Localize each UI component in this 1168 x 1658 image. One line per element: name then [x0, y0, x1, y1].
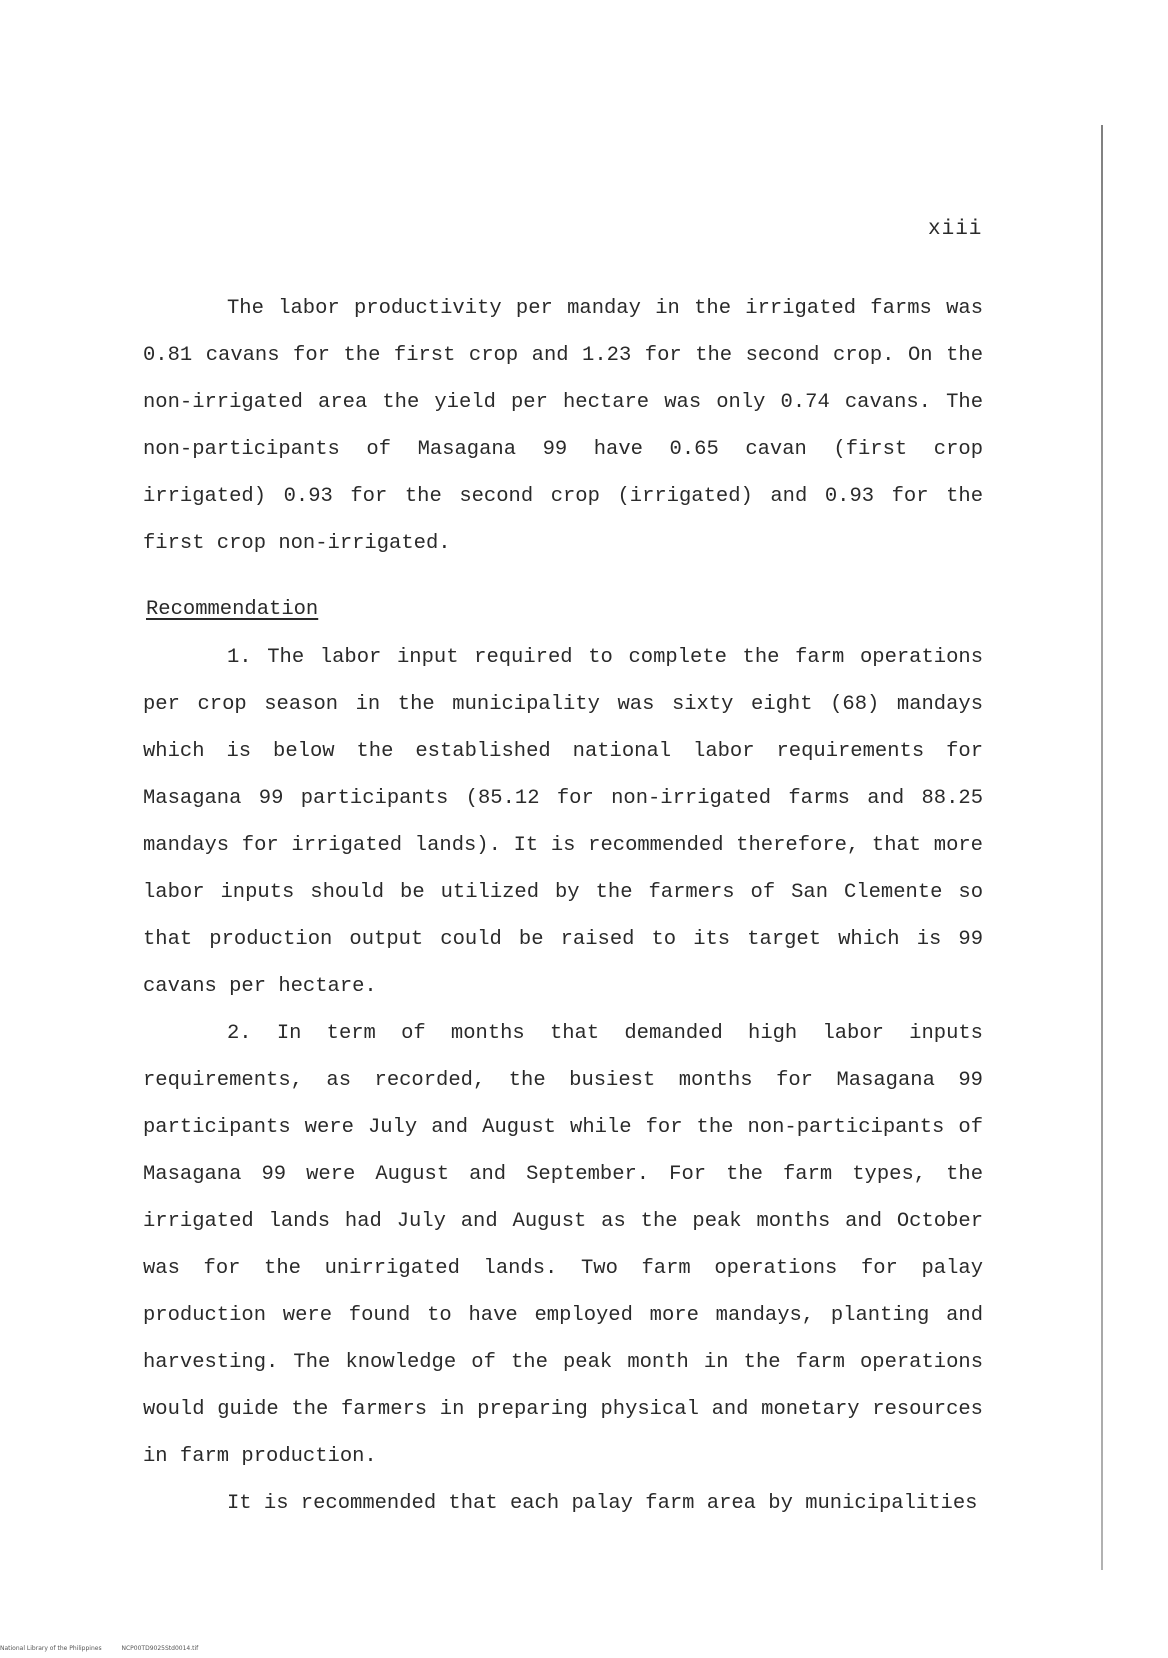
summary-paragraph: The labor productivity per manday in the irrigated farms was 0.81 cavans for the first crop and 1.23 for the second crop. On the non-irrigated area the yield per hectare was only 0.74 cavans. The non-participants of Masagana 99 have 0.65 cavan (first crop irrigated) 0.93 for the second crop (irrigated) and 0.93 for the first crop non-irrigated. — [143, 297, 983, 555]
scan-edge-line — [1101, 125, 1103, 1570]
scan-footer — [0, 1645, 216, 1652]
recommendation-item-3: It is recommended that each palay farm area by municipalities — [227, 1492, 978, 1515]
footer-library: National Library of the Philippines — [0, 1645, 102, 1652]
recommendation-item-1: 1. The labor input required to complete the farm operations per crop season in the municipality was sixty eight (68) mandays which is below the established national labor requirements for Masagana 99 participants (85.12 for non-irrigated farms and 88.25 mandays for irrigated lands). It is recommended therefore, that more labor inputs should be utilized by the farmers of San Clemente so that production output could be raised to its target which is 99 cavans per hectare. — [143, 646, 983, 998]
footer-file-id: NCP00TD9025Std0014.tif — [121, 1645, 199, 1652]
page-number: xiii — [928, 218, 983, 241]
summary-section — [143, 285, 983, 567]
recommendation-section — [143, 634, 983, 1527]
recommendation-heading: Recommendation — [146, 598, 319, 621]
recommendation-item-2: 2. In term of months that demanded high labor inputs requirements, as recorded, the busiest months for Masagana 99 participants were July and August while for the non-participants of Masagana 99 were August and September. For the farm types, the irrigated lands had July and August as the peak months and October was for the unirrigated lands. Two farm operations for palay production were found to have employed more mandays, planting and harvesting. The knowledge of the peak month in the farm operations would guide the farmers in preparing physical and monetary resources in farm production. — [143, 1022, 983, 1468]
